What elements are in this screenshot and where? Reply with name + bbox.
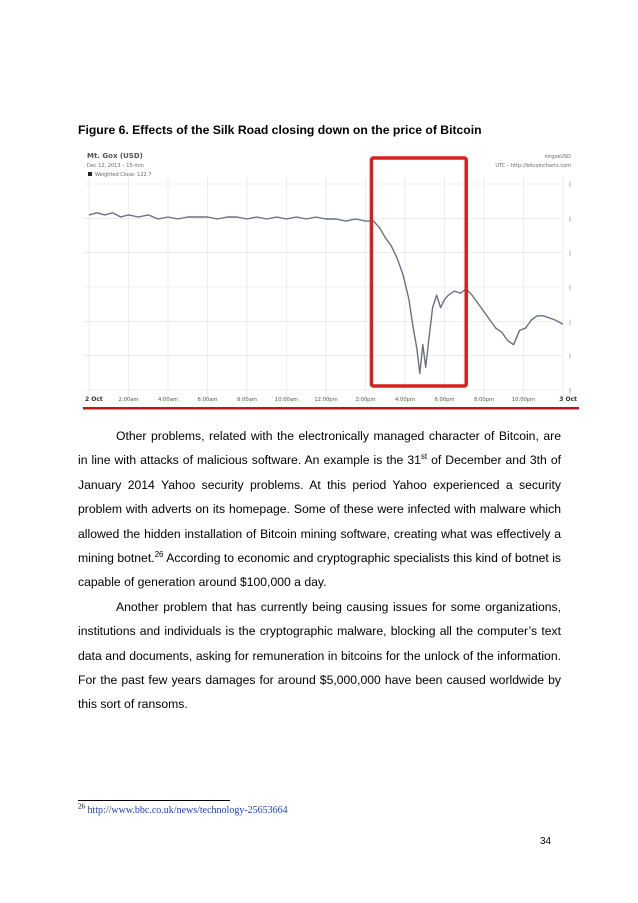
axis-bar	[83, 407, 579, 410]
x-tick-label: 4:00am	[158, 397, 178, 403]
footnote	[78, 802, 558, 816]
y-tick-mark: |	[569, 353, 571, 360]
footnote-number: 26	[78, 802, 85, 811]
y-tick-mark: |	[569, 388, 571, 394]
paragraph-2: Another problem that has currently being causing issues for some organizations, institutions and individuals is the cryptographic malware, blocking all the computer’s text data and documents, asking for remuneration in bitcoins for the unlock of the information. For the past few years damages for around $5,000,000 have been caused worldwide by this sort of ransoms.	[78, 599, 561, 712]
body-text	[78, 424, 561, 717]
x-tick-label: 2:00pm	[355, 397, 376, 403]
chart-title: Mt. Gox (USD)	[87, 152, 143, 160]
x-tick-label: 6:00pm	[434, 397, 455, 403]
legend-entry: Weighted Close: 122.7	[95, 172, 152, 178]
paragraph-1-text-b: of December and 3th of January 2014 Yahoo security problems. At this period Yahoo experienced a security problem with adverts on its homepage. Some of these were infected with malware which allowed the hidden installation of Bitcoin mining software, creating what was effectively a mining botnet.	[78, 453, 561, 566]
ordinal-superscript: st	[420, 452, 428, 462]
x-tick-label: 2 Oct	[85, 396, 103, 403]
x-tick-label: 8:00am	[237, 397, 257, 403]
paragraph-1-text-c: According to economic and cryptographic specialists this kind of botnet is capable of generation around $100,000 a day.	[78, 551, 561, 590]
y-tick-mark: |	[569, 250, 571, 257]
paragraph-1	[78, 424, 561, 595]
footnote-reference[interactable]: 26	[154, 549, 164, 559]
x-tick-label: 6:00am	[197, 397, 218, 403]
x-tick-label: 3 Oct	[559, 396, 577, 403]
figure-caption: Figure 6. Effects of the Silk Road closing down on the price of Bitcoin	[78, 123, 482, 137]
bitcoin-price-chart	[83, 148, 579, 412]
chart-source-right: UTC – http://bitcoincharts.com	[495, 163, 571, 169]
x-tick-label: 10:00pm	[511, 397, 536, 403]
x-tick-label: 2:00am	[118, 397, 139, 403]
x-tick-label: 8:00pm	[474, 397, 494, 403]
x-tick-label: 12:00pm	[314, 397, 338, 403]
x-tick-label: 10:00am	[274, 397, 299, 403]
chart-source-left: mtgoxUSD	[544, 154, 571, 160]
chart-svg	[83, 148, 579, 412]
footnote-separator	[78, 800, 230, 801]
legend-swatch	[88, 172, 92, 176]
chart-subtitle: Dec 12, 2013 – 15-min	[87, 163, 144, 169]
y-tick-mark: |	[569, 182, 571, 188]
paragraph-1-text-a: Other problems, related with the electronically managed character of Bitcoin, are in line with attacks of malicious software. An example is the 31	[78, 429, 561, 468]
x-tick-label: 4:00pm	[395, 397, 415, 403]
page-number: 34	[540, 836, 552, 847]
y-tick-mark: |	[569, 216, 571, 223]
y-tick-mark: |	[569, 319, 571, 326]
y-tick-mark: |	[569, 285, 571, 291]
footnote-link[interactable]: http://www.bbc.co.uk/news/technology-25653664	[87, 805, 288, 816]
